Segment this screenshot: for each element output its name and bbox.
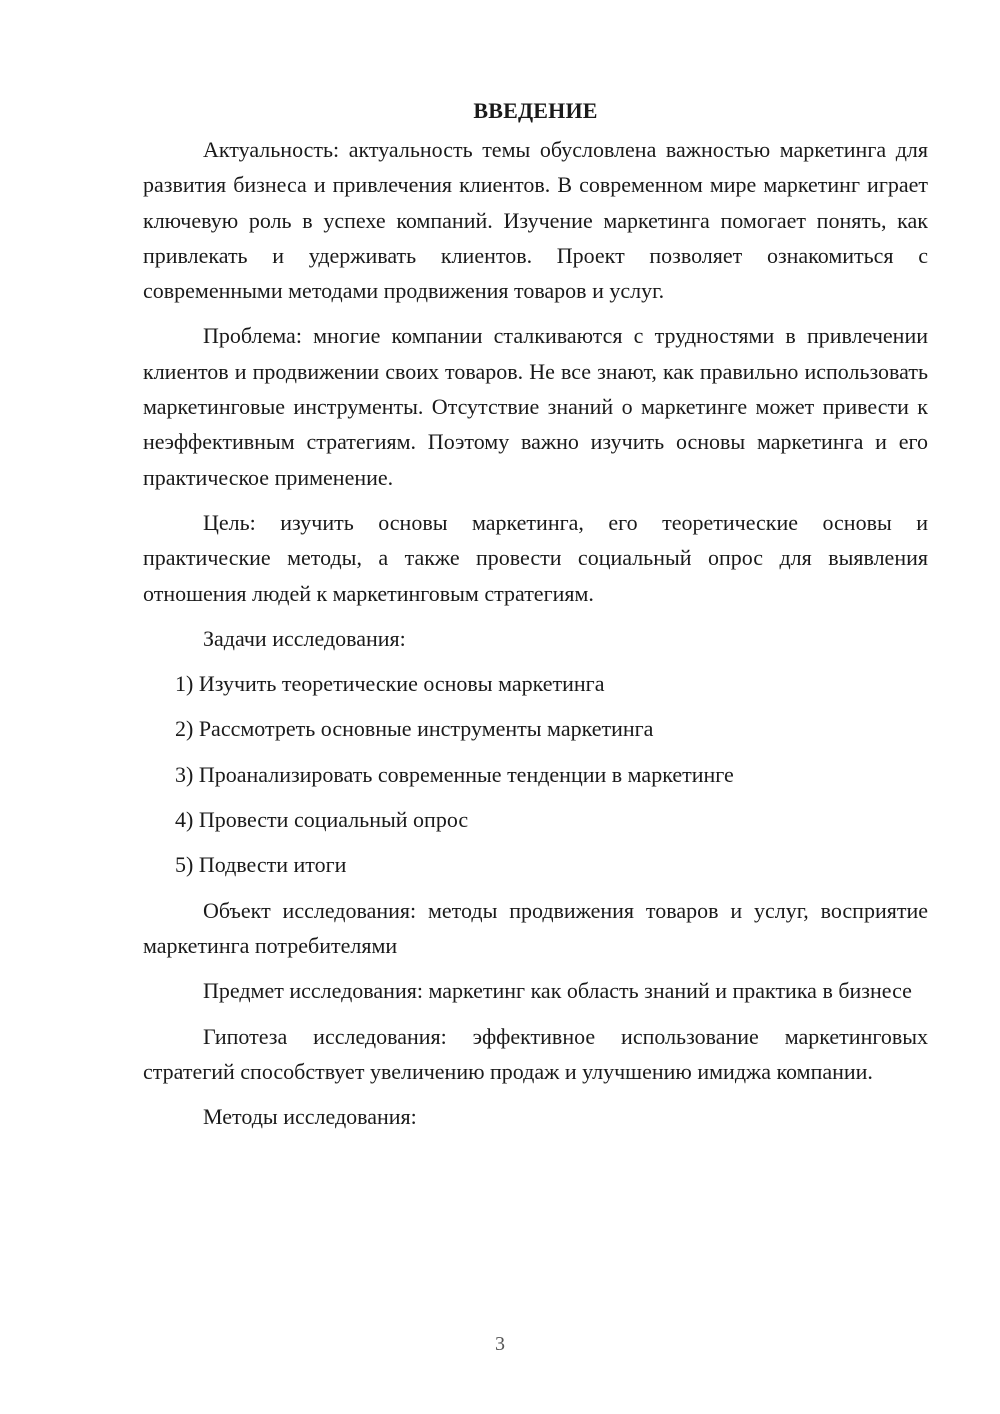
hypothesis-paragraph: Гипотеза исследования: эффективное использование маркетинговых стратегий способствует увеличению продаж и улучшению имиджа компании. — [143, 1023, 928, 1084]
task-item: 4) Провести социальный опрос — [175, 807, 469, 833]
task-item: 2) Рассмотреть основные инструменты маркетинга — [175, 716, 654, 742]
object-paragraph: Объект исследования: методы продвижения товаров и услуг, восприятие маркетинга потребителями — [143, 897, 928, 958]
task-item: 3) Проанализировать современные тенденции в маркетинге — [175, 761, 734, 787]
page-content — [143, 96, 928, 1144]
relevance-paragraph: Актуальность: актуальность темы обусловлена важностью маркетинга для развития бизнеса и привлечения клиентов. В современном мире маркетинг играет ключевую роль в успехе компаний. Изучение маркетинга помогает понять, как привлекать и удерживать клиентов. Проект позволяет ознакомиться с современными методами продвижения товаров и услуг. — [143, 137, 928, 304]
tasks-heading: Задачи исследования: — [203, 625, 406, 651]
task-item: 5) Подвести итоги — [175, 852, 347, 878]
methods-heading: Методы исследования: — [203, 1104, 417, 1130]
subject-paragraph: Предмет исследования: маркетинг как область знаний и практика в бизнесе — [203, 978, 912, 1004]
problem-paragraph: Проблема: многие компании сталкиваются с трудностями в привлечении клиентов и продвижении своих товаров. Не все знают, как правильно использовать маркетинговые инструменты. Отсутствие знаний о маркетинге может привести к неэффективным стратегиям. Поэтому важно изучить основы маркетинга и его практическое применение. — [143, 323, 928, 490]
task-item: 1) Изучить теоретические основы маркетинга — [175, 671, 605, 697]
page-number: 3 — [495, 1333, 505, 1355]
goal-paragraph: Цель: изучить основы маркетинга, его теоретические основы и практические методы, а также провести социальный опрос для выявления отношения людей к маркетинговым стратегиям. — [143, 509, 928, 606]
section-title: ВВЕДЕНИЕ — [473, 98, 598, 123]
tasks-list — [143, 666, 928, 882]
